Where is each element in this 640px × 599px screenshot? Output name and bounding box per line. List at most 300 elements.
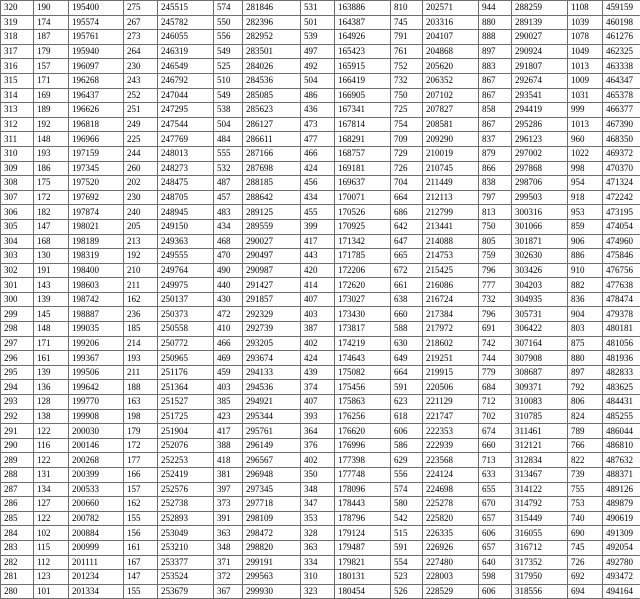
table-row [1, 482, 640, 497]
table-cell: 725 [391, 103, 423, 118]
table-cell: 766 [568, 438, 603, 453]
table-cell: 217972 [423, 322, 479, 337]
table-cell: 350 [301, 468, 335, 483]
table-cell: 182 [34, 205, 69, 220]
table-cell: 1013 [568, 59, 603, 74]
score-cell: 298 [1, 322, 34, 337]
table-cell: 168 [34, 234, 69, 249]
score-cell: 315 [1, 73, 34, 88]
table-cell: 167341 [335, 103, 391, 118]
table-cell: 640 [479, 555, 512, 570]
table-cell: 504 [214, 117, 243, 132]
table-cell: 218602 [423, 336, 479, 351]
table-cell: 301871 [512, 234, 568, 249]
table-cell: 480181 [603, 322, 640, 337]
table-cell: 251 [124, 103, 158, 118]
table-cell: 201234 [69, 570, 124, 585]
table-cell: 198 [124, 409, 158, 424]
table-cell: 267 [124, 15, 158, 30]
table-cell: 293674 [243, 351, 301, 366]
table-cell: 655 [479, 482, 512, 497]
table-cell: 299191 [243, 555, 301, 570]
table-cell: 199506 [69, 365, 124, 380]
table-cell: 399 [301, 219, 335, 234]
table-cell: 178796 [335, 511, 391, 526]
table-cell: 381 [214, 468, 243, 483]
table-cell: 215425 [423, 263, 479, 278]
table-cell: 162 [124, 292, 158, 307]
table-cell: 691 [479, 322, 512, 337]
table-cell: 474054 [603, 219, 640, 234]
table-cell: 316712 [512, 540, 568, 555]
table-cell: 275 [124, 1, 158, 16]
table-cell: 246319 [158, 44, 214, 59]
table-cell: 304203 [512, 278, 568, 293]
table-cell: 443 [301, 249, 335, 264]
table-cell: 489879 [603, 497, 640, 512]
table-cell: 347 [301, 497, 335, 512]
table-cell: 779 [479, 365, 512, 380]
table-cell: 201111 [69, 555, 124, 570]
table-cell: 173817 [335, 322, 391, 337]
table-row [1, 307, 640, 322]
table-cell: 374 [301, 380, 335, 395]
table-cell: 249363 [158, 234, 214, 249]
table-cell: 112 [34, 555, 69, 570]
table-cell: 348 [214, 540, 243, 555]
table-row [1, 219, 640, 234]
table-cell: 221747 [423, 409, 479, 424]
score-cell: 309 [1, 161, 34, 176]
table-cell: 145 [34, 307, 69, 322]
table-cell: 219915 [423, 365, 479, 380]
table-cell: 188 [124, 380, 158, 395]
table-cell: 376 [301, 438, 335, 453]
score-cell: 287 [1, 482, 34, 497]
table-cell: 115 [34, 540, 69, 555]
table-cell: 459 [214, 365, 243, 380]
table-cell: 953 [568, 205, 603, 220]
table-cell: 198021 [69, 219, 124, 234]
table-cell: 642 [391, 219, 423, 234]
table-cell: 199770 [69, 395, 124, 410]
score-cell: 285 [1, 511, 34, 526]
table-cell: 475846 [603, 249, 640, 264]
table-cell: 178443 [335, 497, 391, 512]
table-cell: 742 [479, 336, 512, 351]
table-cell: 307164 [512, 336, 568, 351]
table-cell: 792 [568, 380, 603, 395]
table-cell: 165423 [335, 44, 391, 59]
table-cell: 102 [34, 526, 69, 541]
table-cell: 197159 [69, 146, 124, 161]
table-cell: 591 [391, 380, 423, 395]
table-row [1, 584, 640, 599]
table-cell: 122 [34, 453, 69, 468]
table-cell: 867 [479, 88, 512, 103]
table-cell: 647 [391, 234, 423, 249]
table-cell: 473195 [603, 205, 640, 220]
table-cell: 463338 [603, 59, 640, 74]
score-cell: 283 [1, 540, 34, 555]
table-cell: 402 [301, 336, 335, 351]
table-cell: 198400 [69, 263, 124, 278]
table-cell: 298472 [243, 526, 301, 541]
table-cell: 796 [479, 307, 512, 322]
table-cell: 214753 [423, 249, 479, 264]
table-cell: 858 [479, 103, 512, 118]
table-cell: 200884 [69, 526, 124, 541]
table-cell: 299563 [243, 570, 301, 585]
table-cell: 440 [214, 278, 243, 293]
table-cell: 212113 [423, 190, 479, 205]
table-cell: 789 [568, 424, 603, 439]
table-cell: 296123 [512, 132, 568, 147]
table-cell: 225278 [423, 497, 479, 512]
table-row [1, 249, 640, 264]
table-cell: 633 [479, 468, 512, 483]
table-cell: 175863 [335, 395, 391, 410]
table-cell: 197874 [69, 205, 124, 220]
table-cell: 212799 [423, 205, 479, 220]
table-cell: 251904 [158, 424, 214, 439]
table-cell: 487 [214, 176, 243, 191]
table-cell: 732 [391, 73, 423, 88]
table-cell: 310083 [512, 395, 568, 410]
table-cell: 282396 [243, 15, 301, 30]
table-cell: 167814 [335, 117, 391, 132]
table-cell: 492780 [603, 555, 640, 570]
table-cell: 228003 [423, 570, 479, 585]
table-cell: 838 [479, 176, 512, 191]
table-cell: 250965 [158, 351, 214, 366]
table-cell: 712 [479, 395, 512, 410]
table-cell: 692 [568, 570, 603, 585]
table-row [1, 88, 640, 103]
table-cell: 196437 [69, 88, 124, 103]
table-cell: 690 [568, 526, 603, 541]
table-cell: 148 [34, 322, 69, 337]
table-cell: 289559 [243, 219, 301, 234]
table-row [1, 526, 640, 541]
table-cell: 163886 [335, 1, 391, 16]
table-cell: 363 [214, 526, 243, 541]
score-cell: 308 [1, 176, 34, 191]
table-cell: 264 [124, 44, 158, 59]
table-cell: 466 [214, 336, 243, 351]
table-cell: 393 [301, 409, 335, 424]
table-row [1, 555, 640, 570]
table-cell: 410 [214, 322, 243, 337]
table-cell: 704 [391, 176, 423, 191]
table-cell: 478474 [603, 292, 640, 307]
score-cell: 288 [1, 468, 34, 483]
score-cell: 311 [1, 132, 34, 147]
table-cell: 173027 [335, 292, 391, 307]
table-cell: 243 [124, 73, 158, 88]
table-cell: 474960 [603, 234, 640, 249]
table-cell: 148 [34, 132, 69, 147]
table-cell: 867 [479, 73, 512, 88]
table-cell: 143 [34, 278, 69, 293]
table-cell: 629 [391, 453, 423, 468]
table-cell: 177398 [335, 453, 391, 468]
table-cell: 999 [568, 103, 603, 118]
table-cell: 249150 [158, 219, 214, 234]
table-cell: 198319 [69, 249, 124, 264]
table-cell: 317950 [512, 570, 568, 585]
table-cell: 290027 [243, 234, 301, 249]
table-cell: 488371 [603, 468, 640, 483]
table-cell: 287698 [243, 161, 301, 176]
table-cell: 161 [34, 351, 69, 366]
table-cell: 169637 [335, 176, 391, 191]
table-cell: 837 [479, 132, 512, 147]
table-cell: 483625 [603, 380, 640, 395]
table-cell: 371 [214, 555, 243, 570]
table-cell: 657 [479, 540, 512, 555]
table-cell: 207102 [423, 88, 479, 103]
table-cell: 492 [301, 59, 335, 74]
score-cell: 303 [1, 249, 34, 264]
table-cell: 203316 [423, 15, 479, 30]
table-cell: 177 [124, 453, 158, 468]
table-cell: 684 [479, 380, 512, 395]
table-cell: 286611 [243, 132, 301, 147]
table-cell: 200399 [69, 468, 124, 483]
table-cell: 470370 [603, 161, 640, 176]
table-cell: 591 [391, 540, 423, 555]
table-row [1, 263, 640, 278]
table-cell: 191 [34, 263, 69, 278]
table-row [1, 1, 640, 16]
table-cell: 295761 [243, 424, 301, 439]
table-cell: 759 [479, 249, 512, 264]
score-cell: 320 [1, 1, 34, 16]
table-cell: 213 [124, 234, 158, 249]
table-cell: 175082 [335, 365, 391, 380]
table-cell: 214 [124, 336, 158, 351]
table-cell: 880 [479, 15, 512, 30]
table-cell: 253377 [158, 555, 214, 570]
table-cell: 638 [391, 292, 423, 307]
table-cell: 285085 [243, 88, 301, 103]
table-cell: 227480 [423, 555, 479, 570]
table-cell: 247044 [158, 88, 214, 103]
table-cell: 252 [124, 88, 158, 103]
table-cell: 225 [124, 132, 158, 147]
table-cell: 247769 [158, 132, 214, 147]
table-cell: 606 [391, 424, 423, 439]
table-cell: 230 [124, 190, 158, 205]
table-cell: 805 [479, 234, 512, 249]
table-cell: 157 [124, 482, 158, 497]
table-cell: 248945 [158, 205, 214, 220]
table-cell: 230 [124, 59, 158, 74]
table-cell: 287166 [243, 146, 301, 161]
table-cell: 307908 [512, 351, 568, 366]
table-cell: 221129 [423, 395, 479, 410]
table-cell: 472242 [603, 190, 640, 205]
table-cell: 213441 [423, 219, 479, 234]
score-cell: 313 [1, 103, 34, 118]
table-cell: 439 [301, 365, 335, 380]
table-cell: 196818 [69, 117, 124, 132]
table-cell: 301066 [512, 219, 568, 234]
table-cell: 204868 [423, 44, 479, 59]
table-cell: 944 [479, 1, 512, 16]
table-cell: 670 [479, 497, 512, 512]
table-cell: 209290 [423, 132, 479, 147]
table-cell: 314792 [512, 497, 568, 512]
table-cell: 199642 [69, 380, 124, 395]
table-cell: 217384 [423, 307, 479, 322]
table-cell: 515 [391, 526, 423, 541]
table-row [1, 132, 640, 147]
table-cell: 407 [301, 395, 335, 410]
table-cell: 176996 [335, 438, 391, 453]
table-cell: 424 [301, 351, 335, 366]
table-cell: 457 [214, 190, 243, 205]
table-cell: 752 [391, 59, 423, 74]
table-cell: 224124 [423, 468, 479, 483]
table-cell: 252738 [158, 497, 214, 512]
table-cell: 169 [34, 88, 69, 103]
table-cell: 879 [479, 146, 512, 161]
score-cell: 310 [1, 146, 34, 161]
table-cell: 803 [568, 322, 603, 337]
table-cell: 196626 [69, 103, 124, 118]
table-cell: 163 [124, 395, 158, 410]
table-cell: 797 [479, 190, 512, 205]
table-row [1, 15, 640, 30]
table-cell: 660 [479, 438, 512, 453]
table-cell: 588 [391, 322, 423, 337]
table-cell: 116 [34, 438, 69, 453]
table-cell: 298706 [512, 176, 568, 191]
table-cell: 494164 [603, 584, 640, 599]
table-cell: 236 [124, 307, 158, 322]
table-cell: 883 [479, 59, 512, 74]
table-cell: 755 [568, 482, 603, 497]
table-cell: 175456 [335, 380, 391, 395]
table-cell: 486810 [603, 438, 640, 453]
table-cell: 481936 [603, 351, 640, 366]
table-cell: 918 [568, 190, 603, 205]
table-cell: 122 [34, 424, 69, 439]
table-cell: 434 [301, 190, 335, 205]
table-cell: 477 [301, 132, 335, 147]
table-cell: 185 [124, 322, 158, 337]
table-cell: 1108 [568, 1, 603, 16]
table-cell: 549 [214, 44, 243, 59]
table-cell: 195574 [69, 15, 124, 30]
table-row [1, 438, 640, 453]
score-cell: 286 [1, 497, 34, 512]
table-cell: 249 [124, 117, 158, 132]
score-cell: 304 [1, 234, 34, 249]
table-cell: 211 [124, 278, 158, 293]
table-cell: 253679 [158, 584, 214, 599]
table-cell: 472 [214, 307, 243, 322]
table-row [1, 540, 640, 555]
table-cell: 170071 [335, 190, 391, 205]
table-cell: 796 [479, 263, 512, 278]
table-cell: 189 [34, 103, 69, 118]
score-cell: 317 [1, 44, 34, 59]
table-cell: 550 [214, 15, 243, 30]
table-cell: 906 [568, 234, 603, 249]
table-cell: 171 [34, 336, 69, 351]
table-cell: 169181 [335, 161, 391, 176]
table-cell: 147 [124, 570, 158, 585]
table-cell: 250137 [158, 292, 214, 307]
table-cell: 246549 [158, 59, 214, 74]
table-cell: 465378 [603, 88, 640, 103]
table-cell: 138 [34, 409, 69, 424]
table-cell: 460198 [603, 15, 640, 30]
table-cell: 672 [391, 263, 423, 278]
table-cell: 298820 [243, 540, 301, 555]
table-cell: 293205 [243, 336, 301, 351]
score-cell: 289 [1, 453, 34, 468]
table-cell: 197520 [69, 176, 124, 191]
table-cell: 348 [301, 482, 335, 497]
table-cell: 468 [214, 234, 243, 249]
table-cell: 170925 [335, 219, 391, 234]
table-cell: 252419 [158, 468, 214, 483]
table-cell: 574 [214, 1, 243, 16]
table-cell: 196097 [69, 59, 124, 74]
table-cell: 249975 [158, 278, 214, 293]
table-cell: 282952 [243, 30, 301, 45]
table-row [1, 44, 640, 59]
table-cell: 177748 [335, 468, 391, 483]
table-row [1, 322, 640, 337]
table-cell: 292329 [243, 307, 301, 322]
table-cell: 200030 [69, 424, 124, 439]
table-row [1, 161, 640, 176]
table-cell: 164387 [335, 15, 391, 30]
table-cell: 288642 [243, 190, 301, 205]
table-cell: 252893 [158, 511, 214, 526]
table-cell: 207827 [423, 103, 479, 118]
table-cell: 686 [391, 205, 423, 220]
table-row [1, 351, 640, 366]
table-row [1, 205, 640, 220]
score-cell: 297 [1, 336, 34, 351]
table-cell: 200999 [69, 540, 124, 555]
table-cell: 657 [479, 511, 512, 526]
table-cell: 305731 [512, 307, 568, 322]
table-cell: 664 [391, 190, 423, 205]
table-cell: 470 [214, 249, 243, 264]
table-cell: 281846 [243, 1, 301, 16]
table-cell: 195940 [69, 44, 124, 59]
table-cell: 244 [124, 146, 158, 161]
table-cell: 253524 [158, 570, 214, 585]
table-cell: 606 [479, 584, 512, 599]
table-cell: 549 [214, 88, 243, 103]
table-cell: 240 [124, 205, 158, 220]
table-cell: 461276 [603, 30, 640, 45]
table-cell: 176620 [335, 424, 391, 439]
table-cell: 318556 [512, 584, 568, 599]
table-cell: 196966 [69, 132, 124, 147]
table-cell: 403 [214, 380, 243, 395]
table-cell: 469 [214, 351, 243, 366]
table-cell: 385 [214, 395, 243, 410]
